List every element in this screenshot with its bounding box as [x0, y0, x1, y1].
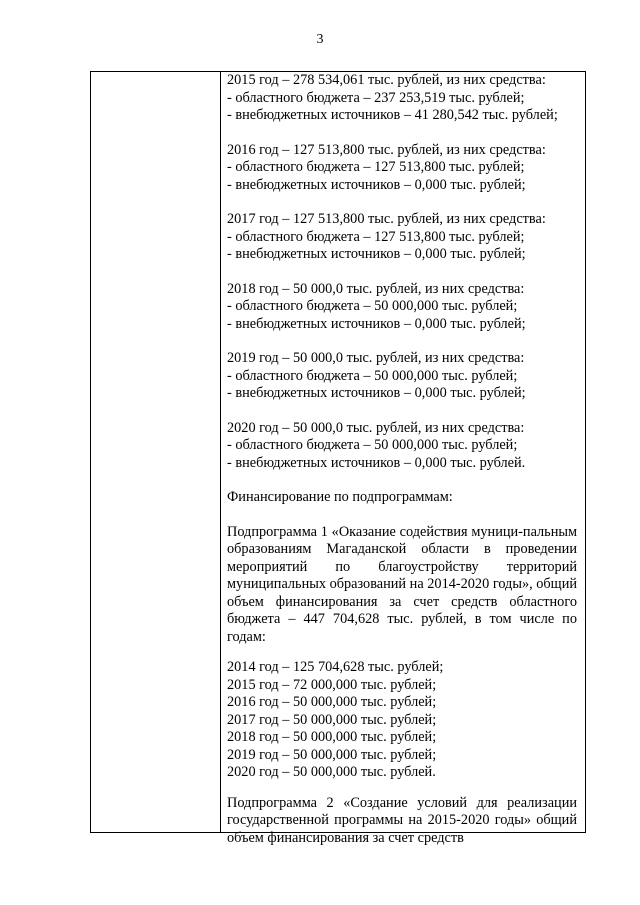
year-block-2020 [227, 420, 577, 473]
extrabudgetary-line: - внебюджетных источников – 0,000 тыс. рублей; [227, 246, 526, 262]
subprogram-1-years [227, 659, 577, 782]
extrabudgetary-line: - внебюджетных источников – 0,000 тыс. рублей; [227, 385, 526, 401]
year-total: 2017 год – 127 513,800 тыс. рублей, из них средства: [227, 211, 546, 227]
year-block-2015 [227, 72, 577, 125]
extrabudgetary-line: - внебюджетных источников – 0,000 тыс. рублей; [227, 176, 526, 193]
table-left-column [91, 72, 221, 832]
subprogram-1-year-line: 2016 год – 50 000,000 тыс. рублей; [227, 694, 437, 710]
financing-table [90, 71, 586, 846]
subprograms-heading: Финансирование по подпрограммам: [227, 489, 453, 505]
subprogram-1-year-line: 2014 год – 125 704,628 тыс. рублей; [227, 659, 444, 675]
year-block-2017 [227, 211, 577, 264]
year-total: 2020 год – 50 000,0 тыс. рублей, из них средства: [227, 419, 525, 436]
subprogram-1-year-line: 2018 год – 50 000,000 тыс. рублей; [227, 729, 437, 745]
regional-budget-line: - областного бюджета – 50 000,000 тыс. рублей; [227, 437, 518, 453]
subprogram-1-text: Подпрограмма 1 «Оказание содействия муници-пальным образованиям Магаданской области в проведении мероприятий по благоустройству территорий муниципальных образований на 2014-2020 годы», общий объем финансирования за счет средств областного бюджета – 447 704,628 тыс. рублей, в том числе по годам: [227, 523, 577, 645]
subprogram-1-year-line: 2019 год – 50 000,000 тыс. рублей; [227, 746, 437, 763]
page-number: 3 [316, 32, 324, 47]
subprogram-1-year-line: 2017 год – 50 000,000 тыс. рублей; [227, 711, 437, 728]
regional-budget-line: - областного бюджета – 237 253,519 тыс. рублей; [227, 89, 525, 106]
year-total: 2015 год – 278 534,061 тыс. рублей, из них средства: [227, 72, 546, 88]
year-total: 2016 год – 127 513,800 тыс. рублей, из них средства: [227, 141, 546, 158]
subprogram-2-text: Подпрограмма 2 «Создание условий для реализации государственной программы на 2015-2020 годы» общий объем финансирования за счет средств [227, 794, 577, 846]
year-total: 2018 год – 50 000,0 тыс. рублей, из них средства: [227, 280, 525, 297]
year-total: 2019 год – 50 000,0 тыс. рублей, из них средства: [227, 350, 525, 366]
table-right-column [227, 72, 577, 847]
year-block-2019 [227, 350, 577, 403]
subprogram-1-year-line: 2020 год – 50 000,000 тыс. рублей. [227, 764, 436, 780]
subprogram-1-year-line: 2015 год – 72 000,000 тыс. рублей; [227, 676, 437, 693]
extrabudgetary-line: - внебюджетных источников – 41 280,542 тыс. рублей; [227, 107, 558, 123]
extrabudgetary-line: - внебюджетных источников – 0,000 тыс. рублей. [227, 454, 526, 471]
year-block-2018 [227, 281, 577, 334]
regional-budget-line: - областного бюджета – 127 513,800 тыс. рублей; [227, 159, 525, 175]
regional-budget-line: - областного бюджета – 127 513,800 тыс. рублей; [227, 228, 525, 245]
extrabudgetary-line: - внебюджетных источников – 0,000 тыс. рублей; [227, 315, 526, 332]
year-block-2016 [227, 142, 577, 195]
regional-budget-line: - областного бюджета – 50 000,000 тыс. рублей; [227, 298, 518, 314]
regional-budget-line: - областного бюджета – 50 000,000 тыс. рублей; [227, 367, 518, 384]
